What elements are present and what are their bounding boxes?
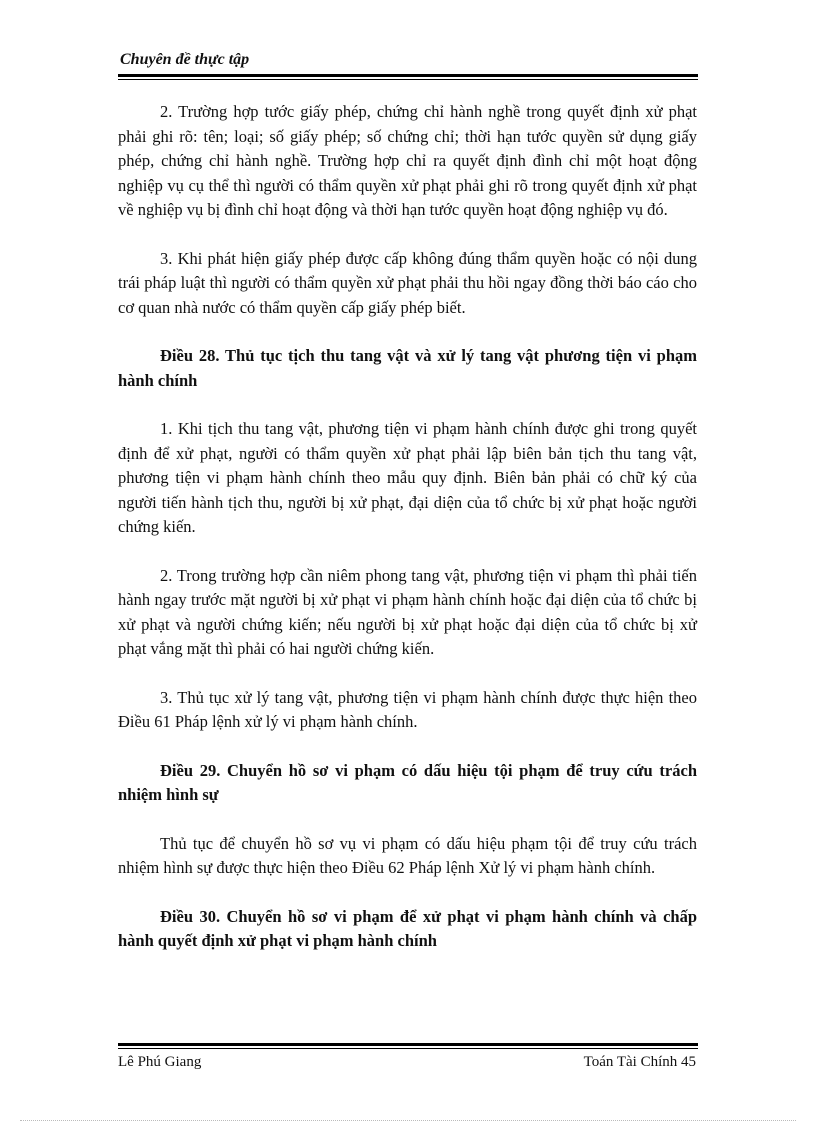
page-header-title: Chuyên đề thực tập bbox=[120, 51, 250, 68]
paragraph: Thủ tục để chuyển hồ sơ vụ vi phạm có dấu hiệu phạm tội để truy cứu trách nhiệm hình sự được thực hiện theo Điều 62 Pháp lệnh Xử lý vi phạm hành chính. bbox=[118, 833, 697, 877]
footer-rule bbox=[118, 1043, 698, 1046]
footer-rule-thin bbox=[118, 1048, 698, 1049]
article-heading: Điều 30. Chuyển hồ sơ vi phạm để xử phạt vi phạm hành chính và chấp hành quyết định xử phạt vi phạm hành chính bbox=[118, 906, 697, 950]
footer-author: Lê Phú Giang bbox=[118, 1054, 202, 1070]
paragraph: 3. Khi phát hiện giấy phép được cấp không đúng thẩm quyền hoặc có nội dung trái pháp luật thì người có thẩm quyền xử phạt phải thu hồi ngay đồng thời báo cáo cho cơ quan nhà nước có thẩm quyền cấp giấy phép biết. bbox=[118, 248, 697, 317]
header-rule-thin bbox=[118, 79, 698, 80]
page-bottom-edge bbox=[20, 1120, 796, 1121]
paragraph: 2. Trong trường hợp cần niêm phong tang vật, phương tiện vi phạm thì phải tiến hành ngay trước mặt người bị xử phạt vi phạm hành chính hoặc đại diện của tổ chức bị xử phạt và người chứng kiến; nếu người bị xử phạt hoặc đại diện của tổ chức bị xử phạt vắng mặt thì phải có hai người chứng kiến. bbox=[118, 565, 697, 658]
article-heading: Điều 28. Thủ tục tịch thu tang vật và xử lý tang vật phương tiện vi phạm hành chính bbox=[118, 346, 697, 390]
paragraph: 1. Khi tịch thu tang vật, phương tiện vi phạm hành chính được ghi trong quyết định để xử phạt, người có thẩm quyền xử phạt phải lập biên bản tịch thu tang vật, phương tiện vi phạm hành chính theo mẫu quy định. Biên bản phải có chữ ký của người tiến hành tịch thu, người bị xử phạt, đại diện của tổ chức bị xử phạt hoặc người chứng kiến. bbox=[118, 419, 697, 536]
article-heading: Điều 29. Chuyển hồ sơ vi phạm có dấu hiệu tội phạm để truy cứu trách nhiệm hình sự bbox=[118, 760, 697, 804]
paragraph: 3. Thủ tục xử lý tang vật, phương tiện vi phạm hành chính được thực hiện theo Điều 61 Pháp lệnh xử lý vi phạm hành chính. bbox=[118, 687, 697, 731]
document-body bbox=[118, 100, 697, 978]
header-rule bbox=[118, 74, 698, 77]
footer-class-page: Toán Tài Chính 45 bbox=[583, 1054, 696, 1070]
paragraph: 2. Trường hợp tước giấy phép, chứng chỉ hành nghề trong quyết định xử phạt phải ghi rõ: tên; loại; số giấy phép; số chứng chỉ; thời hạn tước quyền sử dụng giấy phép, chứng chỉ hành nghề. Trường hợp chỉ ra quyết định đình chỉ một hoạt động nghiệp vụ cụ thể thì người có thẩm quyền xử phạt phải ghi rõ trong quyết định xử phạt về nghiệp vụ bị đình chỉ hoạt động và thời hạn tước quyền hoạt động nghiệp vụ đó. bbox=[118, 102, 697, 219]
